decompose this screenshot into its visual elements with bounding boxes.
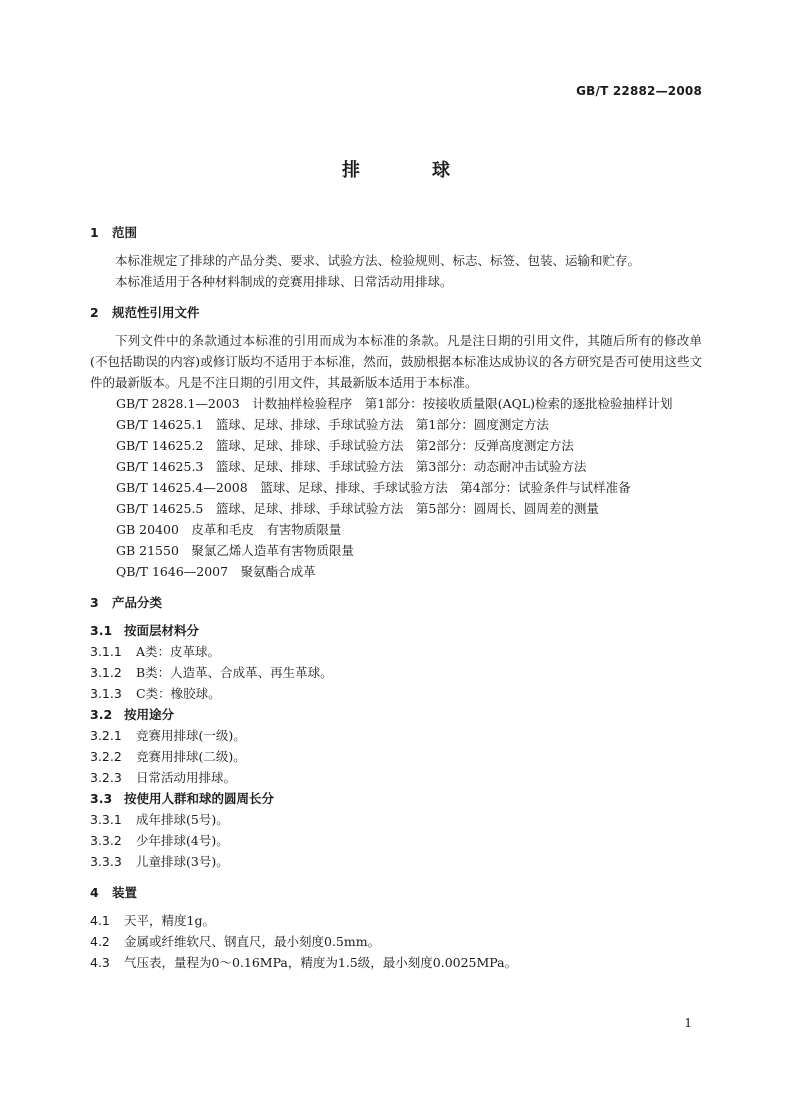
clause-text: 少年排球(4号)。 (136, 833, 229, 848)
clause-text: 日常活动用排球。 (136, 770, 237, 785)
section-4-heading (90, 884, 702, 902)
reference-item: GB/T 14625.1 篮球、足球、排球、手球试验方法 第1部分：圆度测定方法 (116, 417, 549, 432)
subsection-title: 按用途分 (124, 707, 175, 722)
document-body (90, 224, 702, 973)
clause-text: 竞赛用排球(一级)。 (136, 728, 246, 743)
clause-item (90, 830, 702, 851)
subsection-heading (90, 704, 702, 725)
reference-item: GB/T 14625.5 篮球、足球、排球、手球试验方法 第5部分：圆周长、圆周差的测量 (116, 501, 599, 516)
clause-item (90, 952, 702, 973)
subsection-number: 3.3 (90, 791, 113, 806)
document-title (0, 156, 792, 182)
clause-number: 3.2.2 (90, 749, 122, 764)
clause-item (90, 683, 702, 704)
section-number: 3 (90, 595, 99, 610)
section-title: 范围 (112, 225, 138, 240)
clause-number: 4.3 (90, 955, 110, 970)
clause-item (90, 725, 702, 746)
paragraph: 本标准规定了排球的产品分类、要求、试验方法、检验规则、标志、标签、包装、运输和贮存。 (115, 253, 641, 268)
clause-item (90, 910, 702, 931)
clause-number: 3.3.1 (90, 812, 122, 827)
reference-item: QB/T 1646—2007 聚氨酯合成革 (116, 564, 316, 579)
reference-item: GB/T 14625.2 篮球、足球、排球、手球试验方法 第2部分：反弹高度测定方法 (116, 438, 574, 453)
clause-number: 3.2.3 (90, 770, 122, 785)
clause-item (90, 931, 702, 952)
subsection-heading (90, 788, 702, 809)
clause-item (90, 809, 702, 830)
paragraph: 本标准适用于各种材料制成的竞赛用排球、日常活动用排球。 (115, 274, 453, 289)
paragraph: 下列文件中的条款通过本标准的引用而成为本标准的条款。凡是注日期的引用文件，其随后所有的修改单(不包括勘误的内容)或修订版均不适用于本标准，然而，鼓励根据本标准达成协议的各方研究是否可使用这些文件的最新版本。凡是不注日期的引用文件，其最新版本适用于本标准。 (90, 333, 702, 390)
clause-text: 竞赛用排球(二级)。 (136, 749, 246, 764)
title-char-1: 排 (342, 160, 360, 181)
subsection-number: 3.1 (90, 623, 113, 638)
standard-number: GB/T 22882—2008 (576, 84, 702, 98)
clause-number: 4.2 (90, 934, 110, 949)
section-number: 4 (90, 885, 99, 900)
section-title: 产品分类 (112, 595, 163, 610)
clause-text: A类：皮革球。 (136, 644, 221, 659)
subsection-number: 3.2 (90, 707, 113, 722)
clause-number: 3.3.2 (90, 833, 122, 848)
clause-text: 天平，精度1g。 (124, 913, 215, 928)
subsection-title: 按使用人群和球的圆周长分 (124, 791, 275, 806)
title-char-2: 球 (432, 160, 450, 181)
section-title: 规范性引用文件 (112, 305, 200, 320)
section-1-heading (90, 224, 702, 242)
section-3-heading (90, 594, 702, 612)
clause-text: B类：人造革、合成革、再生革球。 (136, 665, 333, 680)
clause-text: C类：橡胶球。 (136, 686, 221, 701)
reference-item: GB/T 14625.4—2008 篮球、足球、排球、手球试验方法 第4部分：试验条件与试样准备 (116, 480, 631, 495)
clause-text: 气压表，量程为0～0.16MPa，精度为1.5级，最小刻度0.0025MPa。 (124, 955, 518, 970)
section-2-heading (90, 304, 702, 322)
clause-text: 儿童排球(3号)。 (136, 854, 229, 869)
clause-item (90, 746, 702, 767)
clause-number: 3.1.3 (90, 686, 122, 701)
reference-item: GB/T 2828.1—2003 计数抽样检验程序 第1部分：按接收质量限(AQL)检索的逐批检验抽样计划 (116, 396, 673, 411)
page-number: 1 (684, 1016, 692, 1030)
clause-number: 3.2.1 (90, 728, 122, 743)
clause-item (90, 767, 702, 788)
clause-number: 3.1.2 (90, 665, 122, 680)
subsection-title: 按面层材料分 (124, 623, 200, 638)
clause-text: 成年排球(5号)。 (136, 812, 229, 827)
reference-item: GB 21550 聚氯乙烯人造革有害物质限量 (116, 543, 354, 558)
clause-number: 4.1 (90, 913, 110, 928)
clause-item (90, 851, 702, 872)
section-title: 装置 (112, 885, 138, 900)
reference-item: GB 20400 皮革和毛皮 有害物质限量 (116, 522, 342, 537)
section-number: 1 (90, 225, 99, 240)
section-number: 2 (90, 305, 99, 320)
clause-item (90, 662, 702, 683)
clause-number: 3.1.1 (90, 644, 122, 659)
reference-item: GB/T 14625.3 篮球、足球、排球、手球试验方法 第3部分：动态耐冲击试验方法 (116, 459, 587, 474)
clause-text: 金属或纤维软尺、钢直尺，最小刻度0.5mm。 (124, 934, 381, 949)
clause-item (90, 641, 702, 662)
clause-number: 3.3.3 (90, 854, 122, 869)
subsection-heading (90, 620, 702, 641)
